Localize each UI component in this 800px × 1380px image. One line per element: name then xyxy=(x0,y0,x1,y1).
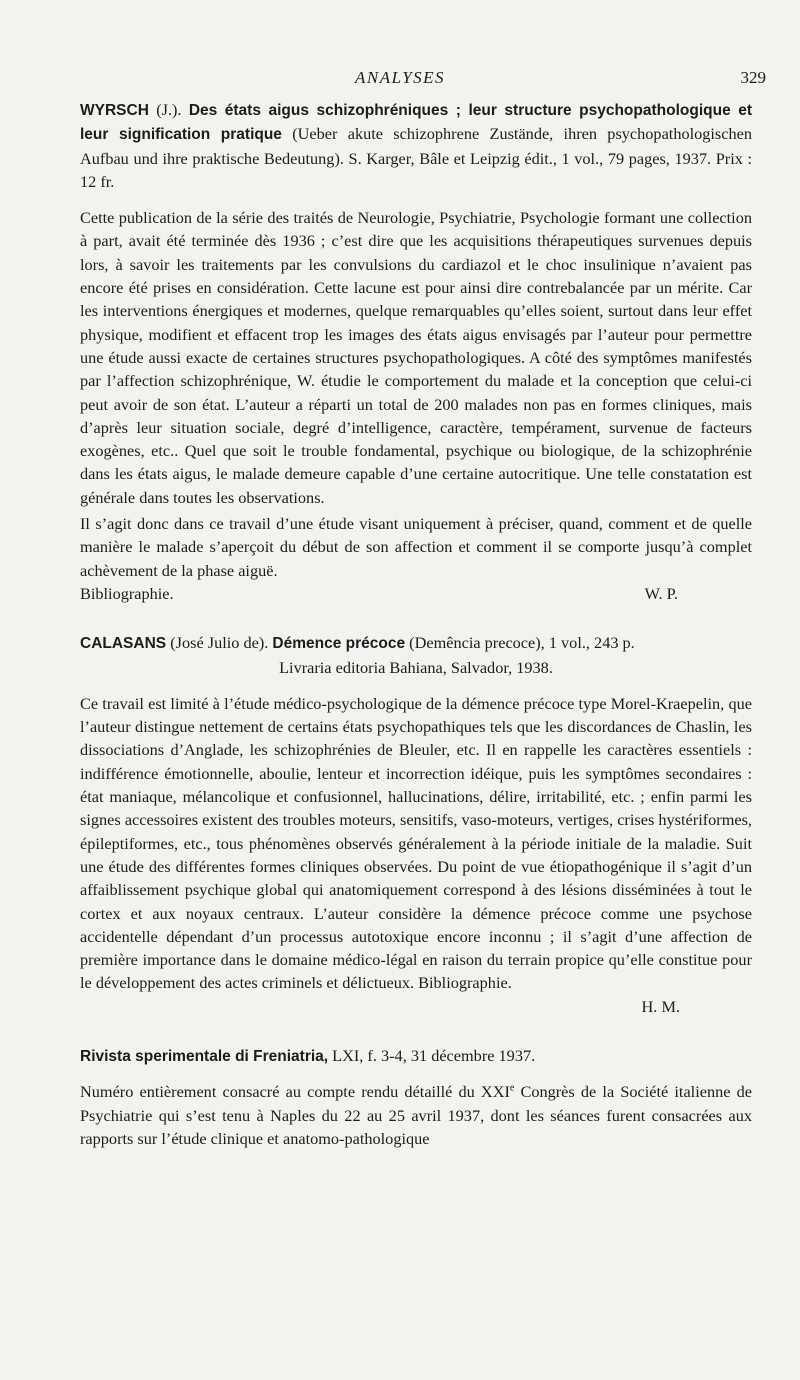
running-title: ANALYSES xyxy=(354,68,446,87)
review-signature: W. P. xyxy=(644,583,678,603)
review-wyrsch xyxy=(80,98,752,605)
review-author-initial: (José Julio de). xyxy=(170,633,269,653)
ordinal-superscript: e xyxy=(509,1082,515,1094)
review-rivista xyxy=(80,1044,752,1150)
page-content xyxy=(80,98,752,1150)
paragraph-text-start: Numéro entièrement consacré au compte rendu détaillé du XXI xyxy=(80,1082,510,1102)
review-paragraph: Il s’agit donc dans ce travail d’une étude visant uniquement à préciser, quand, comment et de quelle manière le malade s’aperçoit du début de son affection et comment il se comporte jusqu’à complet achèvement de la phase aiguë. xyxy=(80,514,752,580)
review-paragraph: Ce travail est limité à l’étude médico-psychologique de la démence précoce type Morel-Kraepelin, que l’auteur distingue nettement de certains états psychopathiques tels que les discordances de Chaslin, les dissociations d’Anglade, les schizophrénies de Bleuler, etc. Il en rappelle les caractères essentiels : indifférence émotionnelle, aboulie, lenteur et incorrection idéique, puis les symptômes secondaires : état maniaque, mélancolique et confusionnel, hallucinations, délire, irritabilité, etc. ; enfin parmi les signes accessoires existent des troubles moteurs, sensitifs, vaso-moteurs, vertiges, crises hystériformes, épileptiformes, etc., tous phénomènes observés généralement à la période initiale de la maladie. Suit une étude des différentes formes cliniques observées. Du point de vue étiopathogénique il s’agit d’un affaiblissement psychique global qui anatomiquement correspond à des lésions disséminées à tout le cortex et aux noyaux centraux. L’auteur considère la démence précoce comme une psychose accidentelle dépendant d’un processus autotoxique encore inconnu ; il s’agit d’une affection de première importance dans le domaine médico-légal en raison du terrain propice qu’elle constitue pour le développement des actes criminels et délictueux. Bibliographie. xyxy=(80,693,752,993)
review-author-initial: (J.). xyxy=(156,100,182,119)
review-signature: H. M. xyxy=(641,996,680,1016)
review-paragraph: Cette publication de la série des traités de Neurologie, Psychiatrie, Psychologie formant une collection à part, avait été terminée dès 1936 ; c’est dire que les acquisitions thérapeutiques survenues depuis lors, à savoir les traitements par les convulsions du cardiazol et le choc insulinique n’avaient pas encore été prises en considération. Cette lacune est pour ainsi dire contrebalancée par un mérite. Car les interventions énergiques et modernes, quelque remarquables qu’elles soient, surtout dans leur effet physique, modifient et effacent trop les images des états aigus envisagés par l’auteur pour permettre une étude aussi exacte de certaines structures psychopathologiques. A côté des symptômes manifestés par l’affection schizophrénique, W. étudie le comportement du malade et la conception que celui-ci peut avoir de son état. L’auteur a réparti un total de 200 malades non pas en formes cliniques, mais d’après leur situation sociale, degré d’intelligence, caractère, tempérament, survenue de facteurs exogènes, etc.. Quel que soit le trouble fondamental, psychique ou biologique, de la schizophrénie dans les états aigus, le malade demeure capable d’une certaine autocritique. Une telle constatation est générale dans toutes les observations. xyxy=(80,208,752,507)
review-title: Démence précoce xyxy=(272,635,406,653)
review-citation-details: (Ueber akute schizophrene Zustände, ihren psychopathologischen Aufbau und ihre praktische Bedeutung). S. Karger, Bâle et Leipzig édit., 1 vol., 79 pages, 1937. Prix : 12 fr. xyxy=(80,124,753,191)
review-title: Rivista sperimentale di Freniatria, xyxy=(80,1047,329,1065)
review-calasans xyxy=(80,631,752,1018)
page-header xyxy=(0,68,800,96)
review-author: WYRSCH xyxy=(80,102,149,119)
review-citation-details: LXI, f. 3-4, 31 décembre 1937. xyxy=(332,1045,536,1065)
review-footer xyxy=(80,582,752,605)
page-number: 329 xyxy=(740,68,766,87)
review-citation xyxy=(80,1044,752,1068)
review-citation xyxy=(80,98,752,193)
review-author: CALASANS xyxy=(80,635,167,653)
review-bibliography: Bibliographie. xyxy=(80,583,174,603)
review-paragraph xyxy=(80,1080,752,1150)
paragraph-text-end: Congrès de la Société italienne de Psychiatrie qui s’est tenu à Naples du 22 au 25 avril 1937, dont les séances furent consacrées aux rapports sur l’étude clinique et anatomo-pathologique xyxy=(80,1082,752,1148)
review-title: Des états aigus schizophréniques ; leur structure psychopathologique et leur signification pratique xyxy=(80,102,752,144)
review-citation xyxy=(80,631,752,679)
review-citation-details: (Demência precoce), 1 vol., 243 p. xyxy=(409,633,635,653)
review-publisher: Livraria editoria Bahiana, Salvador, 1938. xyxy=(279,657,553,677)
